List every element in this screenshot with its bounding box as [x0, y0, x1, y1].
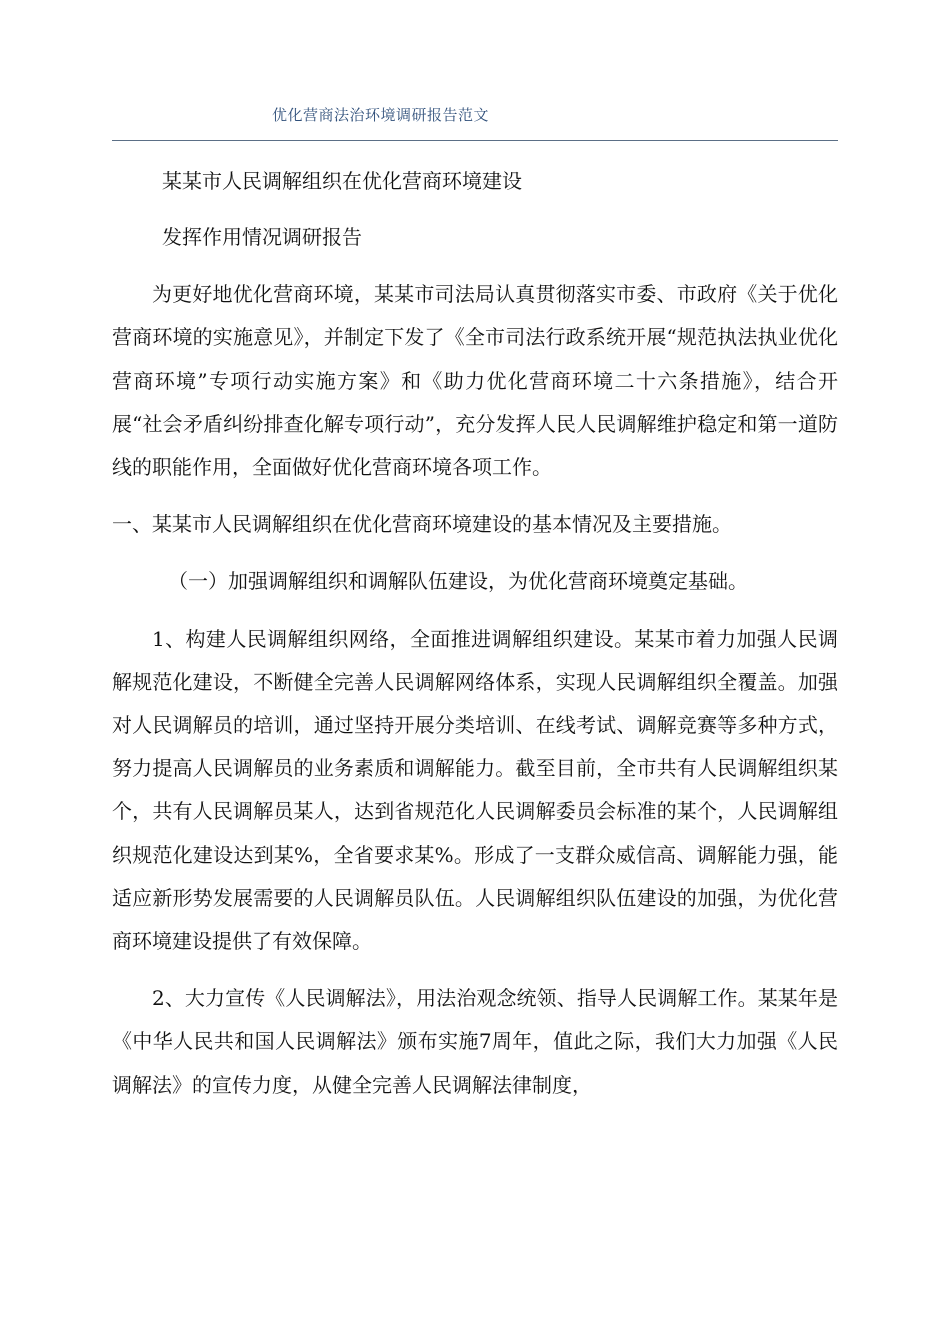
running-header: 优化营商法治环境调研报告范文: [272, 106, 490, 124]
paragraph-2: 2、大力宣传《人民调解法》，用法治观念统领、指导人民调解工作。某某年是《中华人民共和国人民调解法》颁布实施7周年，值此之际，我们大力加强《人民调解法》的宣传力度，从健全完善人民调解法律制度，: [112, 986, 838, 1097]
subsection-heading-1: （一）加强调解组织和调解队伍建设，为优化营商环境奠定基础。: [168, 569, 748, 594]
document-body: [112, 160, 838, 1107]
section-heading-1: 一、某某市人民调解组织在优化营商环境建设的基本情况及主要措施。: [112, 512, 732, 537]
paragraph-1: 1、构建人民调解组织网络，全面推进调解组织建设。某某市着力加强人民调解规范化建设，不断健全完善人民调解网络体系，实现人民调解组织全覆盖。加强对人民调解员的培训，通过坚持开展分类培训、在线考试、调解竞赛等多种方式，努力提高人民调解员的业务素质和调解能力。截至目前，全市共有人民调解组织某个，共有人民调解员某人，达到省规范化人民调解委员会标准的某个，人民调解组织规范化建设达到某%，全省要求某%。形成了一支群众威信高、调解能力强，能适应新形势发展需要的人民调解员队伍。人民调解组织队伍建设的加强，为优化营商环境建设提供了有效保障。: [112, 626, 838, 954]
header-rule: [112, 140, 838, 141]
document-title-line1: 某某市人民调解组织在优化营商环境建设: [162, 169, 522, 193]
document-title-line2: 发挥作用情况调研报告: [162, 225, 362, 249]
intro-paragraph: 为更好地优化营商环境，某某市司法局认真贯彻落实市委、市政府《关于优化营商环境的实施意见》，并制定下发了《全市司法行政系统开展“规范执法执业优化营商环境”专项行动实施方案》和《助力优化营商环境二十六条措施》，结合开展“社会矛盾纠纷排查化解专项行动”，充分发挥人民人民调解维护稳定和第一道防线的职能作用，全面做好优化营商环境各项工作。: [112, 282, 838, 480]
